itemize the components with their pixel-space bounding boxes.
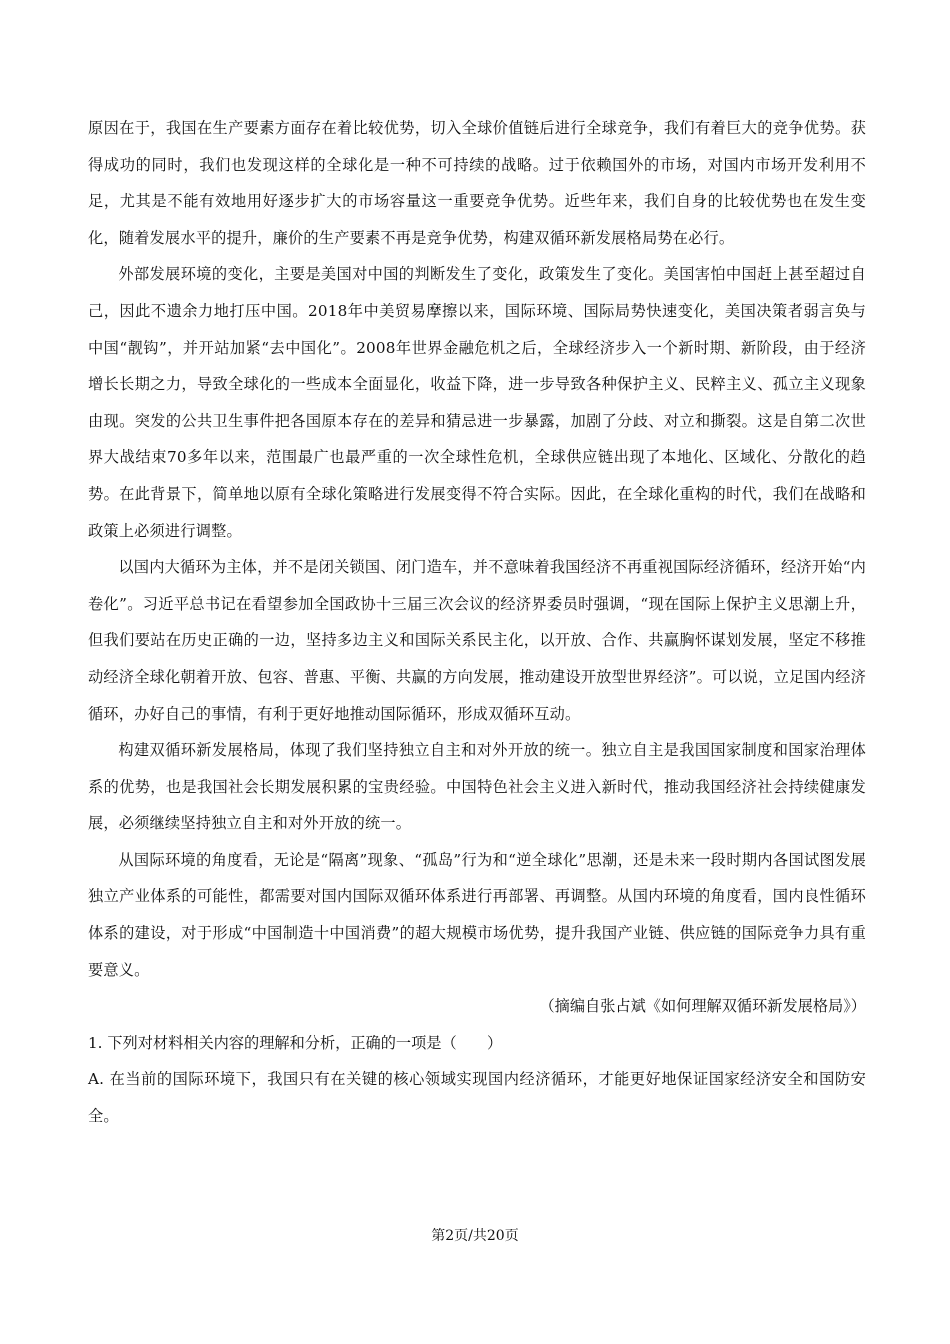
article-paragraph: 构建双循环新发展格局，体现了我们坚持独立自主和对外开放的统一。独立自主是我国国家制度和国家治理体系的优势，也是我国社会长期发展积累的宝贵经验。中国特色社会主义进入新时代，推动我国经济社会持续健康发展，必须继续坚持独立自主和对外开放的统一。 (88, 741, 866, 833)
question-option-a: A. 在当前的国际环境下，我国只有在关键的核心领域实现国内经济循环，才能更好地保证国家经济安全和国防安全。 (88, 1070, 866, 1126)
article-paragraph: 原因在于，我国在生产要素方面存在着比较优势，切入全球价值链后进行全球竞争，我们有着巨大的竞争优势。获得成功的同时，我们也发现这样的全球化是一种不可持续的战略。过于依赖国外的市场，对国内市场开发利用不足，尤其是不能有效地用好逐步扩大的市场容量这一重要竞争优势。近些年来，我们自身的比较优势也在发生变化，随着发展水平的提升，廉价的生产要素不再是竞争优势，构建双循环新发展格局势在必行。 (88, 119, 866, 247)
article-paragraph: 外部发展环境的变化，主要是美国对中国的判断发生了变化，政策发生了变化。美国害怕中国赶上甚至超过自己，因此不遗余力地打压中国。2018年中美贸易摩擦以来，国际环境、国际局势快速变化，美国决策者弱言奂与中国“靓钩”，并开站加紧“去中国化”。2008年世界金融危机之后，全球经济步入一个新时期、新阶段，由于经济增长长期之力，导致全球化的一些成本全面显化，收益下降，进一步导致各种保护主义、民粹主义、孤立主义现象由现。突发的公共卫生事件把各国原本存在的差异和猜忌进一步暴露，加剧了分歧、对立和撕裂。这是自第二次世界大战结束70多年以来，范围最广也最严重的一次全球性危机，全球供应链出现了本地化、区域化、分散化的趋势。在此背景下，简单地以原有全球化策略进行发展变得不符合实际。因此，在全球化重构的时代，我们在战略和政策上必须进行调整。 (88, 265, 866, 540)
page-number-footer: 第2页/共20页 (431, 1228, 519, 1244)
article-source-citation: （摘编自张占斌《如何理解双循环新发展格局》） (539, 997, 866, 1016)
document-page (88, 110, 866, 1135)
article-paragraph: 从国际环境的角度看，无论是“隔离”现象、“孤岛”行为和“逆全球化”思潮，还是未来一段时期内各国试图发展独立产业体系的可能性，都需要对国内国际双循环体系进行再部署、再调整。从国内环境的角度看，国内良性循环体系的建设，对于形成“中国制造十中国消费”的超大规模市场优势，提升我国产业链、供应链的国际竞争力具有重要意义。 (88, 850, 866, 979)
question-stem: 1. 下列对材料相关内容的理解和分析，正确的一项是（ ） (88, 1033, 503, 1052)
article-paragraph: 以国内大循环为主体，并不是闭关锁国、闭门造车，并不意味着我国经济不再重视国际经济循环，经济开始“内卷化”。习近平总书记在看望参加全国政协十三届三次会议的经济界委员时强调，“现在国际上保护主义思潮上升，但我们要站在历史正确的一边，坚持多边主义和国际关系民主化，以开放、合作、共赢胸怀谋划发展，坚定不移推动经济全球化朝着开放、包容、普惠、平衡、共赢的方向发展，推动建设开放型世界经济”。可以说，立足国内经济循环，办好自己的事情，有利于更好地推动国际循环，形成双循环互动。 (88, 558, 866, 723)
